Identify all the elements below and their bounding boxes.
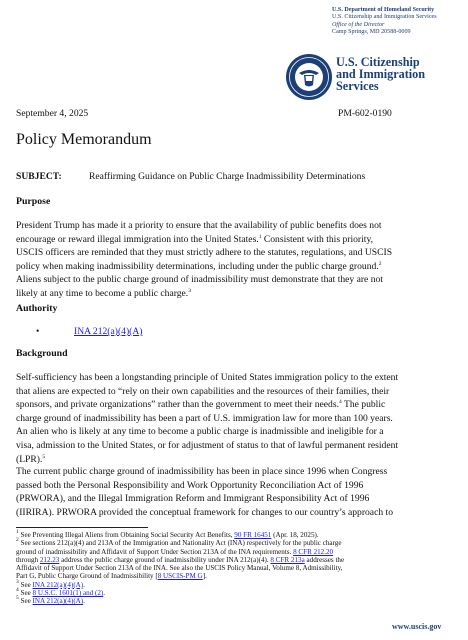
bg-line-2: that aliens are expected to “rely on their own capabilities and the resources of their families, their [16, 385, 390, 397]
fn3-num: 3 [16, 578, 19, 585]
fn5-num: 5 [16, 595, 19, 602]
purpose-line-4 [16, 260, 462, 274]
fn3-text: See [18, 580, 33, 589]
fn2-text-b: ground of inadmissibility and Affidavit of Support Under Section 213A of the INA requirements. [16, 547, 294, 556]
bg-line-4: charge ground of inadmissibility has been a part of U.S. immigration law for more than 100 years. [16, 412, 393, 424]
background-paragraph-1 [16, 371, 462, 466]
bg-line-6: visa, admission to the United States, or for adjustment of status to that of lawful permanent resident [16, 439, 399, 451]
purpose-text-2: encourage or reward illegal immigration into the United States. [16, 233, 259, 245]
fn5-tail: . [83, 597, 85, 606]
footnotes [16, 531, 462, 606]
background-heading: Background [16, 348, 68, 359]
letterhead [332, 7, 464, 94]
footnote-ref-1[interactable]: 1 [258, 233, 262, 240]
bg-text-7: (LPR). [16, 453, 43, 465]
footnote-ref-4[interactable]: 4 [338, 399, 342, 406]
fn5-text: See [18, 597, 33, 606]
bg-line-5: An alien who is likely at any time to become a public charge is inadmissible and ineligible for a [16, 426, 384, 438]
fn2-text-a: See sections 212(a)(4) and 213A of the Immigration and Nationality Act (INA) respectively for the public charge [18, 539, 342, 548]
subject-text: Reaffirming Guidance on Public Charge Inadmissibility Determinations [89, 171, 366, 182]
fn2-link-3[interactable]: 8 CFR 213a [270, 555, 305, 564]
agency-line: U.S. Citizenship and Immigration Services [332, 14, 437, 21]
authority-link[interactable] [74, 325, 142, 339]
fn5-link[interactable]: INA 212(a)(4)(A) [32, 597, 84, 606]
fn2-link-4[interactable]: 8 USCIS-PM G [157, 572, 203, 581]
footnote-ref-5[interactable]: 5 [42, 453, 46, 460]
uscis-logo [332, 53, 466, 107]
fn2-link-2[interactable]: 212.23 [39, 555, 60, 564]
bg2-line-4: (IIRIRA). PRWORA provided the conceptual framework for changes to our country’s approach to [16, 506, 393, 518]
purpose-heading: Purpose [16, 196, 51, 207]
memo-number: PM-602-0190 [338, 108, 392, 119]
fn2-text-e: Part G, Public Charge Ground of Inadmissibility [ [16, 572, 158, 581]
fn2-text-c-tail: addresses the [304, 555, 345, 564]
footnote-2-line-c [16, 556, 462, 564]
fn4-tail: . [103, 589, 106, 598]
office-name: Office of the Director [332, 21, 385, 28]
fn2-text-c: through [16, 555, 40, 564]
fn3-link[interactable]: INA 212(a)(4)(A) [32, 580, 84, 589]
page-title: Policy Memorandum [16, 131, 152, 148]
footnote-5 [16, 597, 462, 605]
bg-text-3b: The public [341, 399, 386, 411]
purpose-line-6 [16, 287, 462, 301]
background-paragraph-2 [16, 465, 462, 519]
fn4-text: See [18, 589, 33, 598]
purpose-text-4: policy when making inadmissibility determinations, including under the public charge ground. [16, 260, 379, 272]
bg-line-1: Self-sufficiency has been a longstanding principle of United States immigration policy to the extent [16, 372, 399, 383]
footnote-ref-3[interactable]: 3 [188, 287, 191, 294]
purpose-paragraph [16, 219, 462, 301]
footnote-2-line-e [16, 572, 462, 580]
purpose-text-2b: Consistent with this priority, [261, 233, 374, 245]
footnote-3 [16, 578, 462, 589]
fn1-tail: (Apr. 18, 2025). [271, 531, 319, 539]
office-address: Camp Springs, MD 20588-0009 [332, 28, 411, 35]
purpose-text-6: likely at any time to become a public charge. [16, 287, 189, 299]
fn1-link[interactable]: 90 FR 16451 [234, 531, 272, 539]
footnote-2 [16, 539, 462, 547]
bg2-line-1: The current public charge ground of inadmissibility has been in place since 1996 when Congress [16, 466, 388, 477]
bg-line-3 [16, 398, 462, 412]
authority-link-text[interactable]: INA 212(a)(4)(A) [74, 326, 143, 337]
fn2-text-c-mid: address the public charge ground of inadmissibility under INA 212(a)(4). [59, 555, 271, 564]
bg-text-3: sponsors, and private organizations” rather than the government to meet their needs. [16, 399, 339, 411]
footnote-2-line-d: Affidavit of Support Under Section 213A of the INA. See also the USCIS Policy Manual, Volume 8, Admissibility, [16, 564, 343, 573]
fn2-text-e-tail: ]. [202, 572, 207, 581]
bg2-line-2: passed both the Personal Responsibility and Work Opportunity Reconciliation Act of 1996 [16, 479, 364, 491]
authority-bullet: • [36, 326, 40, 337]
subject-label: SUBJECT: [16, 171, 62, 182]
footnote-2-line-b [16, 548, 462, 556]
fn3-tail: . [83, 580, 85, 589]
fn4-num: 4 [16, 587, 19, 594]
purpose-line-5: Aliens subject to the public charge ground of inadmissibility must demonstrate that they are not [16, 274, 383, 286]
footnote-divider [16, 527, 148, 528]
authority-heading: Authority [16, 303, 58, 314]
purpose-line-3: USCIS officers are reminded that they must strictly adhere to the statutes, regulations, and USCIS [16, 247, 393, 259]
footer-url[interactable]: www.uscis.gov [392, 622, 442, 631]
bg2-line-3: (PRWORA), and the Illegal Immigration Reform and Immigrant Responsibility Act of 1996 [16, 493, 370, 505]
footnote-ref-2[interactable]: 2 [378, 260, 382, 267]
purpose-line-2 [16, 233, 462, 247]
fn2-link-1[interactable]: 8 CFR 212.20 [293, 547, 334, 556]
logo-line-3: Services [336, 79, 379, 94]
logo-line-1: U.S. Citizenship [336, 55, 420, 69]
logo-line-2: and Immigration [336, 67, 426, 82]
fn2-num: 2 [16, 537, 19, 544]
memo-date: September 4, 2025 [16, 108, 89, 119]
purpose-line-1: President Trump has made it a priority to ensure that the availability of public benefits does not [16, 220, 382, 231]
fn4-link[interactable]: 8 U.S.C. 1601(1) and (2) [32, 589, 104, 598]
fn1-num: 1 [16, 529, 19, 535]
fn1-text: See Preventing Illegal Aliens from Obtaining Social Security Act Benefits, [18, 531, 235, 539]
dept-name: U.S. Department of Homeland Security [332, 7, 435, 13]
dhs-seal-icon [285, 53, 333, 101]
